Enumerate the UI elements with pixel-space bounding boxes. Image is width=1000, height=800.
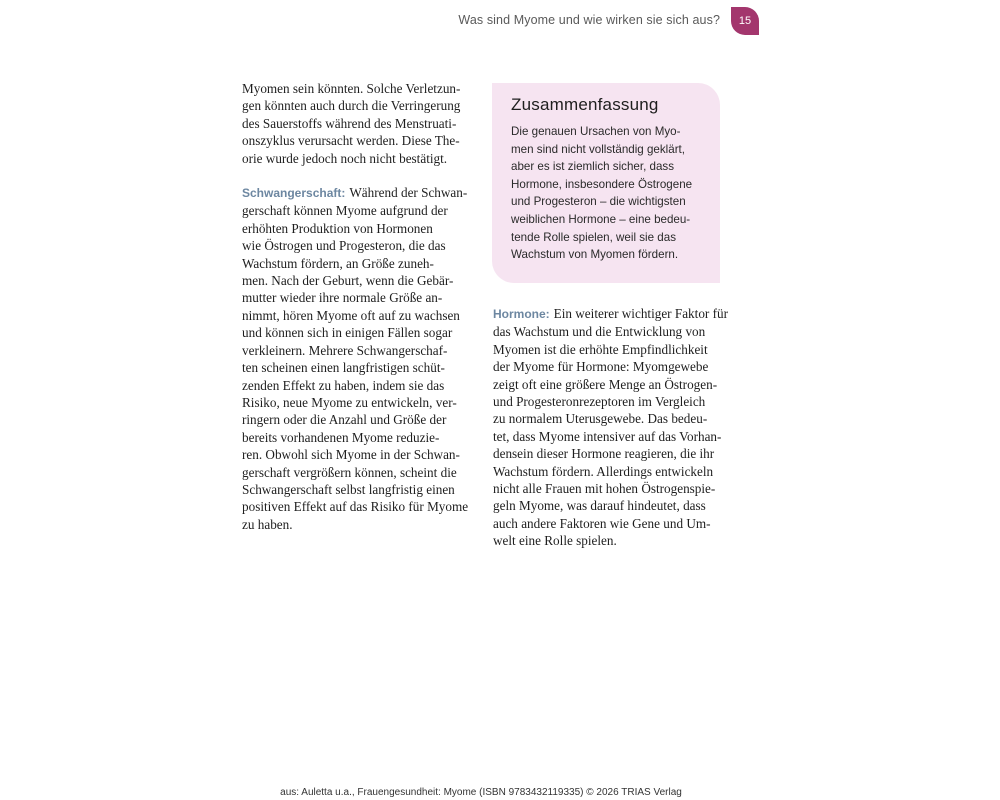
text-line: gerschaft können Myome aufgrund der bbox=[242, 203, 448, 219]
summary-line: Die genauen Ursachen von Myo- bbox=[511, 125, 681, 138]
text-line: gen könnten auch durch die Verringerung bbox=[242, 98, 461, 114]
running-title: Was sind Myome und wie wirken sie sich aus? bbox=[458, 13, 720, 27]
text-line: bereits vorhandenen Myome reduzie- bbox=[242, 429, 440, 445]
text-line: Wachstum fördern, an Größe zuneh- bbox=[242, 255, 434, 271]
text-line: zu haben. bbox=[242, 516, 293, 532]
text-line: der Myome für Hormone: Myomgewebe bbox=[493, 359, 709, 375]
text-line: und Progesteronrezeptoren im Vergleich bbox=[493, 394, 706, 410]
text-line: auch andere Faktoren wie Gene und Um- bbox=[493, 515, 711, 531]
text-line: orie wurde jedoch noch nicht bestätigt. bbox=[242, 150, 448, 166]
text-line: Myomen sein könnten. Solche Verletzun- bbox=[242, 81, 461, 96]
text-line: men. Nach der Geburt, wenn die Gebär- bbox=[242, 273, 454, 289]
text-line: Risiko, neue Myome zu entwickeln, ver- bbox=[242, 394, 457, 410]
text-line: Myomen ist die erhöhte Empfindlichkeit bbox=[493, 341, 708, 357]
summary-line: und Progesteron – die wichtigsten bbox=[511, 195, 686, 209]
text-line: ren. Obwohl sich Myome in der Schwan- bbox=[242, 447, 460, 463]
text-line: wie Östrogen und Progesteron, die das bbox=[242, 238, 446, 254]
text-line: positiven Effekt auf das Risiko für Myome bbox=[242, 499, 469, 515]
summary-box bbox=[492, 83, 720, 283]
paragraph-pregnancy bbox=[242, 184, 474, 533]
text-line: ten scheinen einen langfristigen schüt- bbox=[242, 360, 445, 376]
paragraph-hormones bbox=[493, 305, 728, 550]
footer-citation: aus: Auletta u.a., Frauengesundheit: Myome (ISBN 9783432119335) © 2026 TRIAS Verlag bbox=[280, 787, 682, 798]
text-line: geln Myome, was darauf hindeutet, dass bbox=[493, 498, 706, 514]
text-line bbox=[493, 305, 728, 323]
summary-line: Wachstum von Myomen fördern. bbox=[511, 248, 679, 262]
text-line: welt eine Rolle spielen. bbox=[493, 533, 617, 549]
text-line: zenden Effekt zu haben, indem sie das bbox=[242, 377, 445, 393]
summary-line: aber es ist ziemlich sicher, dass bbox=[511, 160, 675, 174]
text-line: verkleinern. Mehrere Schwangerschaf- bbox=[242, 342, 448, 358]
pregnancy-first-line: Während der Schwan- bbox=[349, 185, 468, 201]
text-line: Schwangerschaft selbst langfristig einen bbox=[242, 481, 455, 497]
text-line: onszyklus verursacht werden. Diese The- bbox=[242, 133, 460, 149]
text-line: densein dieser Hormone reagieren, die ihr bbox=[493, 446, 715, 462]
right-column bbox=[493, 305, 728, 550]
text-line bbox=[242, 184, 474, 202]
left-column bbox=[242, 80, 474, 533]
summary-line: Hormone, insbesondere Östrogene bbox=[511, 177, 693, 191]
text-line: zu normalem Uterusgewebe. Das bedeu- bbox=[493, 411, 708, 427]
hormones-label: Hormone: bbox=[493, 307, 550, 321]
text-line: Wachstum fördern. Allerdings entwickeln bbox=[493, 463, 714, 479]
text-line: nimmt, hören Myome oft auf zu wachsen bbox=[242, 307, 460, 323]
text-line: und können sich in einigen Fällen sogar bbox=[242, 325, 453, 341]
text-line: nicht alle Frauen mit hohen Östrogenspie- bbox=[493, 481, 716, 497]
hormones-first-line: Ein weiterer wichtiger Faktor für bbox=[553, 306, 728, 321]
summary-line: weiblichen Hormone – eine bedeu- bbox=[511, 212, 691, 226]
paragraph-ischemia-theory bbox=[242, 80, 474, 167]
text-line: erhöhten Produktion von Hormonen bbox=[242, 220, 433, 236]
summary-line: men sind nicht vollständig geklärt, bbox=[511, 142, 685, 156]
text-line: tet, dass Myome intensiver auf das Vorhan- bbox=[493, 428, 722, 444]
text-line: das Wachstum und die Entwicklung von bbox=[493, 324, 706, 340]
text-line: mutter wieder ihre normale Größe an- bbox=[242, 290, 443, 306]
page-number-badge: 15 bbox=[731, 7, 759, 35]
summary-body bbox=[511, 123, 701, 264]
pregnancy-label: Schwangerschaft: bbox=[242, 186, 346, 201]
text-line: ringern oder die Anzahl und Größe der bbox=[242, 412, 447, 428]
text-line: gerschaft vergrößern können, scheint die bbox=[242, 464, 457, 480]
summary-title: Zusammenfassung bbox=[511, 95, 659, 114]
text-line: des Sauerstoffs während des Menstruati- bbox=[242, 115, 457, 131]
text-line: zeigt oft eine größere Menge an Östrogen- bbox=[493, 376, 718, 392]
summary-line: tende Rolle spielen, weil sie das bbox=[511, 230, 676, 244]
